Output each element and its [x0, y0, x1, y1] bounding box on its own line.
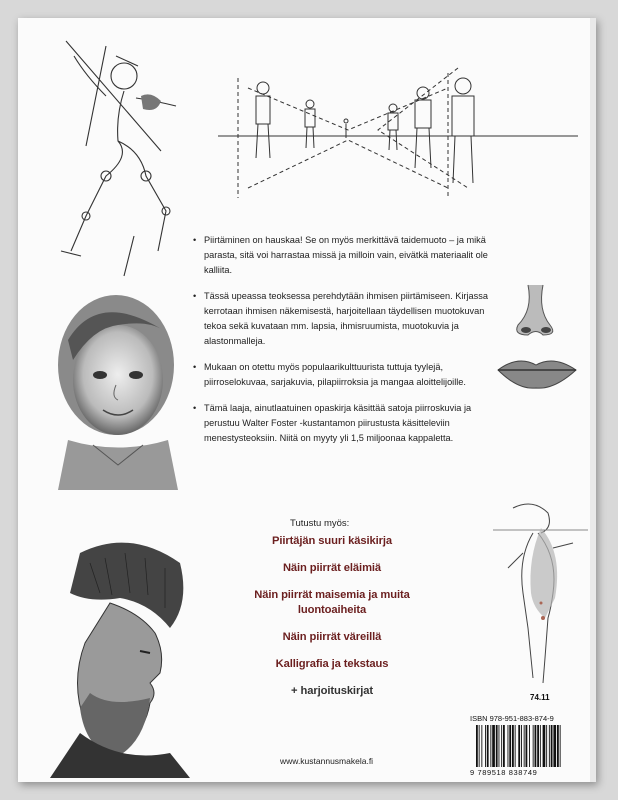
barcode-bar	[551, 725, 553, 767]
barcode-bar	[479, 725, 480, 767]
see-also-label: Tutustu myös:	[290, 518, 350, 529]
description-bullets	[193, 233, 493, 457]
description-bullet: • Piirtäminen on hauskaa! Se on myös merkittävä taidemuoto – ja mikä parasta, sitä voi harrastaa missä ja milloin vain, eivätkä materiaalit ole kalliita.	[193, 233, 493, 278]
barcode-bar	[485, 725, 486, 767]
perspective-figures	[218, 48, 578, 208]
isbn-text: ISBN 978-951-883-874-9	[470, 714, 554, 723]
barcode-bar	[503, 725, 505, 767]
see-also-list	[232, 534, 432, 711]
price-code: 74.11	[530, 693, 550, 702]
barcode-bar	[518, 725, 520, 767]
description-bullet: • Mukaan on otettu myös populaarikulttuurista tuttuja tyylejä, piirroselokuvaa, sarjakuvia, pilapiirroksia ja mangaa aloittelijoille.	[193, 360, 493, 390]
barcode-bar	[496, 725, 498, 767]
barcode-bar	[476, 725, 478, 767]
barcode-bar	[549, 725, 550, 767]
book-back-cover	[18, 18, 596, 782]
see-also-title: Piirtäjän suuri käsikirja	[271, 535, 392, 547]
see-also-extra: + harjoituskirjat	[291, 685, 373, 697]
barcode-bar	[508, 725, 509, 767]
barcode	[474, 725, 586, 767]
barcode-bar	[560, 725, 561, 767]
barcode-bar	[546, 725, 547, 767]
nose-lips-study	[488, 280, 583, 410]
nude-figure-study	[493, 498, 588, 688]
see-also-title: Kalligrafia ja tekstaus	[275, 658, 389, 670]
barcode-bar	[540, 725, 541, 767]
see-also-title: Näin piirrät eläimiä	[282, 562, 382, 574]
publisher-website: www.kustannusmakela.fi	[280, 756, 374, 766]
figure-sketch	[46, 36, 191, 281]
child-portrait	[38, 280, 188, 490]
barcode-bar	[490, 725, 491, 767]
barcode-bar	[557, 725, 559, 767]
see-also-title: Näin piirrät maisemia ja muita luontoaiheita	[254, 589, 410, 616]
see-also-title: Näin piirrät väreillä	[282, 631, 382, 643]
description-bullet: • Tässä upeassa teoksessa perehdytään ihmisen piirtämiseen. Kirjassa kerrotaan ihmisen näkemisestä, harjoitellaan täydellisen muotokuvan tekoa sekä kuvataan mm. lapsia, ihmisruumista, muotokuvia ja alastonmalleja.	[193, 289, 493, 349]
barcode-bar	[492, 725, 495, 767]
barcode-bar	[526, 725, 528, 767]
barcode-bar	[487, 725, 489, 767]
barcode-bar	[535, 725, 537, 767]
barcode-bar	[501, 725, 502, 767]
barcode-bar	[481, 725, 482, 767]
barcode-bar	[529, 725, 530, 767]
barcode-bar	[521, 725, 522, 767]
barcode-bar	[524, 725, 525, 767]
barcode-bar	[543, 725, 546, 767]
barcode-bar	[515, 725, 516, 767]
description-bullet: • Tämä laaja, ainutlaatuinen opaskirja käsittää satoja piirroskuvia ja perustuu Walter Foster -kustantamon piirustusta käsitteleviin menestysteoksiin. Niitä on myyty yli 1,5 miljoonaa kappaletta.	[193, 401, 493, 446]
barcode-bar	[499, 725, 500, 767]
barcode-bar	[509, 725, 511, 767]
barcode-number: 9 789518 838749	[470, 768, 538, 777]
barcode-bar	[533, 725, 534, 767]
barcode-bar	[512, 725, 514, 767]
barcode-bar	[553, 725, 556, 767]
barcode-bar	[537, 725, 539, 767]
old-man-portrait	[40, 533, 190, 778]
